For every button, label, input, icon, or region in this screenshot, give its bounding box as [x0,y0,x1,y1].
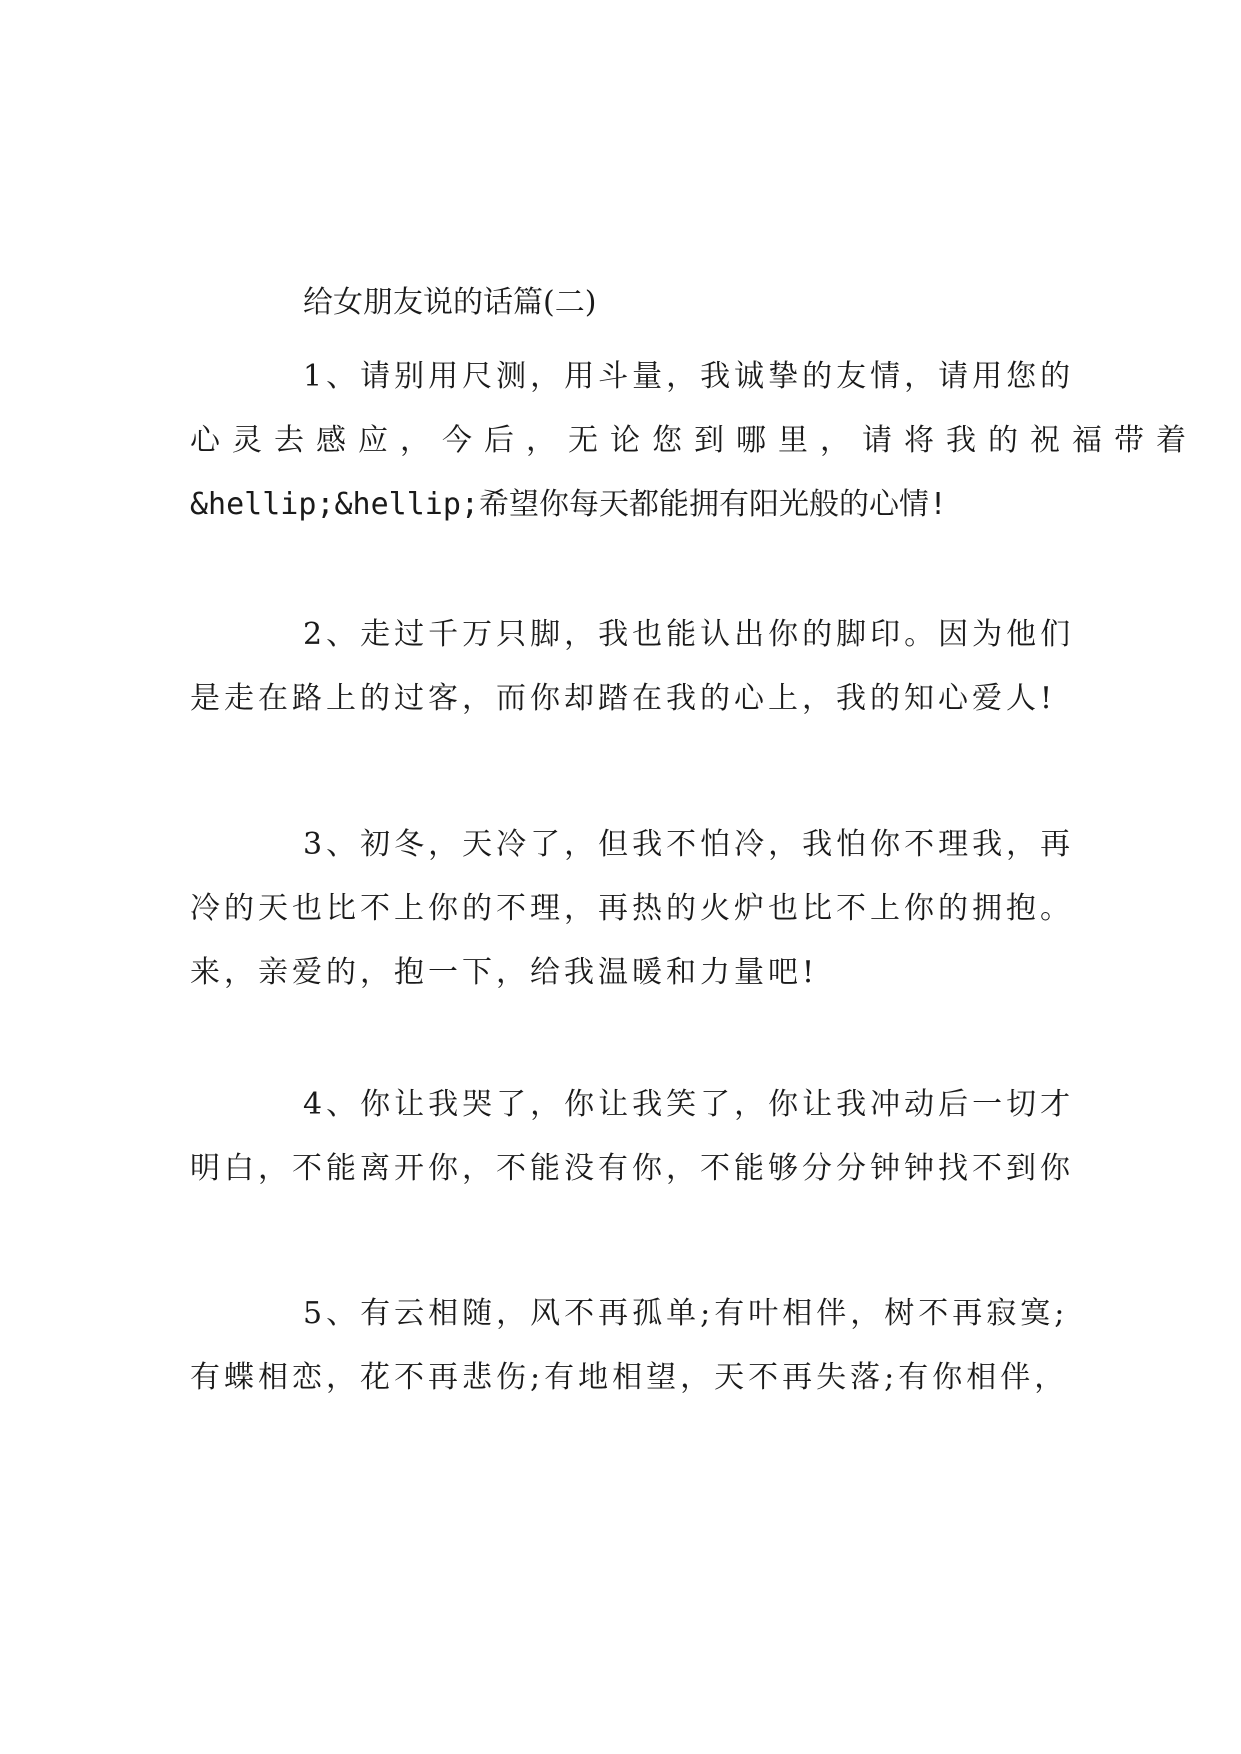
paragraph-3 [190,813,1075,1005]
paragraph-line: 明白，不能离开你，不能没有你，不能够分分钟钟找不到你 [190,1151,1074,1186]
paragraph-1 [190,345,1198,537]
paragraph-line: 4、你让我哭了，你让我笑了，你让我冲动后一切才 [303,1087,1075,1122]
paragraph-line: 5、有云相随，风不再孤单;有叶相伴，树不再寂寞; [303,1296,1069,1331]
paragraph-line: 心灵去感应，今后，无论您到哪里，请将我的祝福带着 [190,423,1198,458]
paragraph-5 [190,1282,1070,1410]
paragraph-line: 是走在路上的过客，而你却踏在我的心上，我的知心爱人! [190,681,1057,716]
paragraph-line: 有蝶相恋，花不再悲伤;有地相望，天不再失落;有你相伴， [190,1360,1069,1395]
paragraph-2 [190,603,1075,731]
paragraph-line: 来，亲爱的，抱一下，给我温暖和力量吧! [190,955,819,990]
paragraph-line: &hellip;&hellip;希望你每天都能拥有阳光般的心情! [190,487,948,522]
paragraph-line: 2、走过千万只脚，我也能认出你的脚印。因为他们 [303,617,1075,652]
paragraph-line: 冷的天也比不上你的不理，再热的火炉也比不上你的拥抱。 [190,891,1074,926]
paragraph-4 [190,1073,1075,1201]
paragraph-line: 1、请别用尺测，用斗量，我诚挚的友情，请用您的 [303,359,1075,394]
paragraph-line: 3、初冬，天冷了，但我不怕冷，我怕你不理我，再 [303,827,1075,862]
document-title: 给女朋友说的话篇(二) [303,285,597,320]
